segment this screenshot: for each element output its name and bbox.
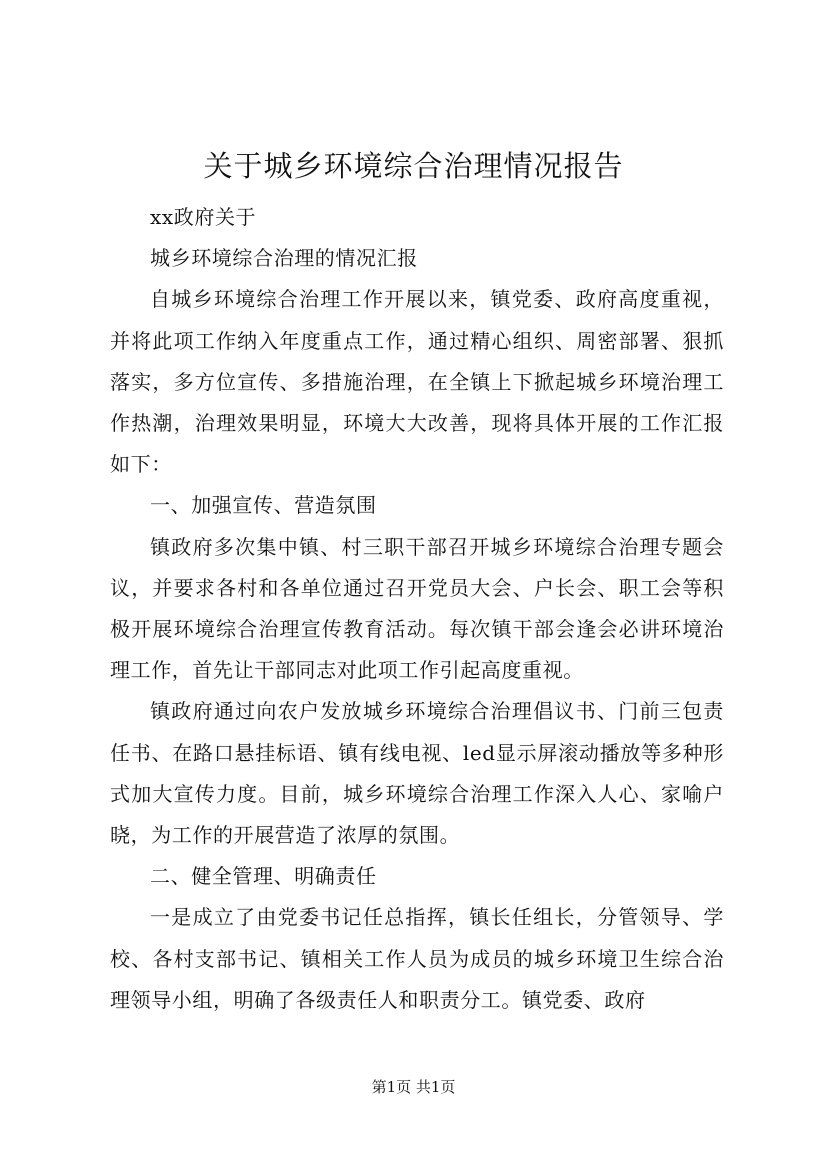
section-1-paragraph-1: 镇政府多次集中镇、村三职干部召开城乡环境综合治理专题会议，并要求各村和各单位通过召开党员大会、户长会、职工会等积极开展环境综合治理宣传教育活动。每次镇干部会逢会必讲环境治理工作，首先让干部同志对此项工作引起高度重视。 — [110, 534, 724, 683]
section-2-paragraph-1: 一是成立了由党委书记任总指挥，镇长任组长，分管领导、学校、各村支部书记、镇相关工作人员为成员的城乡环境卫生综合治理领导小组，明确了各级责任人和职责分工。镇党委、政府 — [110, 905, 724, 1012]
section-heading-1: 一、加强宣传、营造氛围 — [150, 493, 377, 518]
section-heading-2: 二、健全管理、明确责任 — [150, 864, 377, 889]
subject-line: 城乡环境综合治理的情况汇报 — [150, 246, 418, 271]
document-title: 关于城乡环境综合治理情况报告 — [203, 149, 624, 183]
section-1-paragraph-2: 镇政府通过向农户发放城乡环境综合治理倡议书、门前三包责任书、在路口悬挂标语、镇有线电视、led显示屏滚动播放等多种形式加大宣传力度。目前，城乡环境综合治理工作深入人心、家喻户晓，为工作的开展营造了浓厚的氛围。 — [110, 699, 724, 848]
intro-paragraph: 自城乡环境综合治理工作开展以来，镇党委、政府高度重视，并将此项工作纳入年度重点工作，通过精心组织、周密部署、狠抓落实，多方位宣传、多措施治理，在全镇上下掀起城乡环境治理工作热潮，治理效果明显，环境大大改善，现将具体开展的工作汇报如下： — [110, 287, 724, 477]
document-body — [110, 197, 724, 1021]
page-number-footer: 第1页 共1页 — [371, 1078, 456, 1096]
addressee-line: xx政府关于 — [150, 205, 257, 229]
